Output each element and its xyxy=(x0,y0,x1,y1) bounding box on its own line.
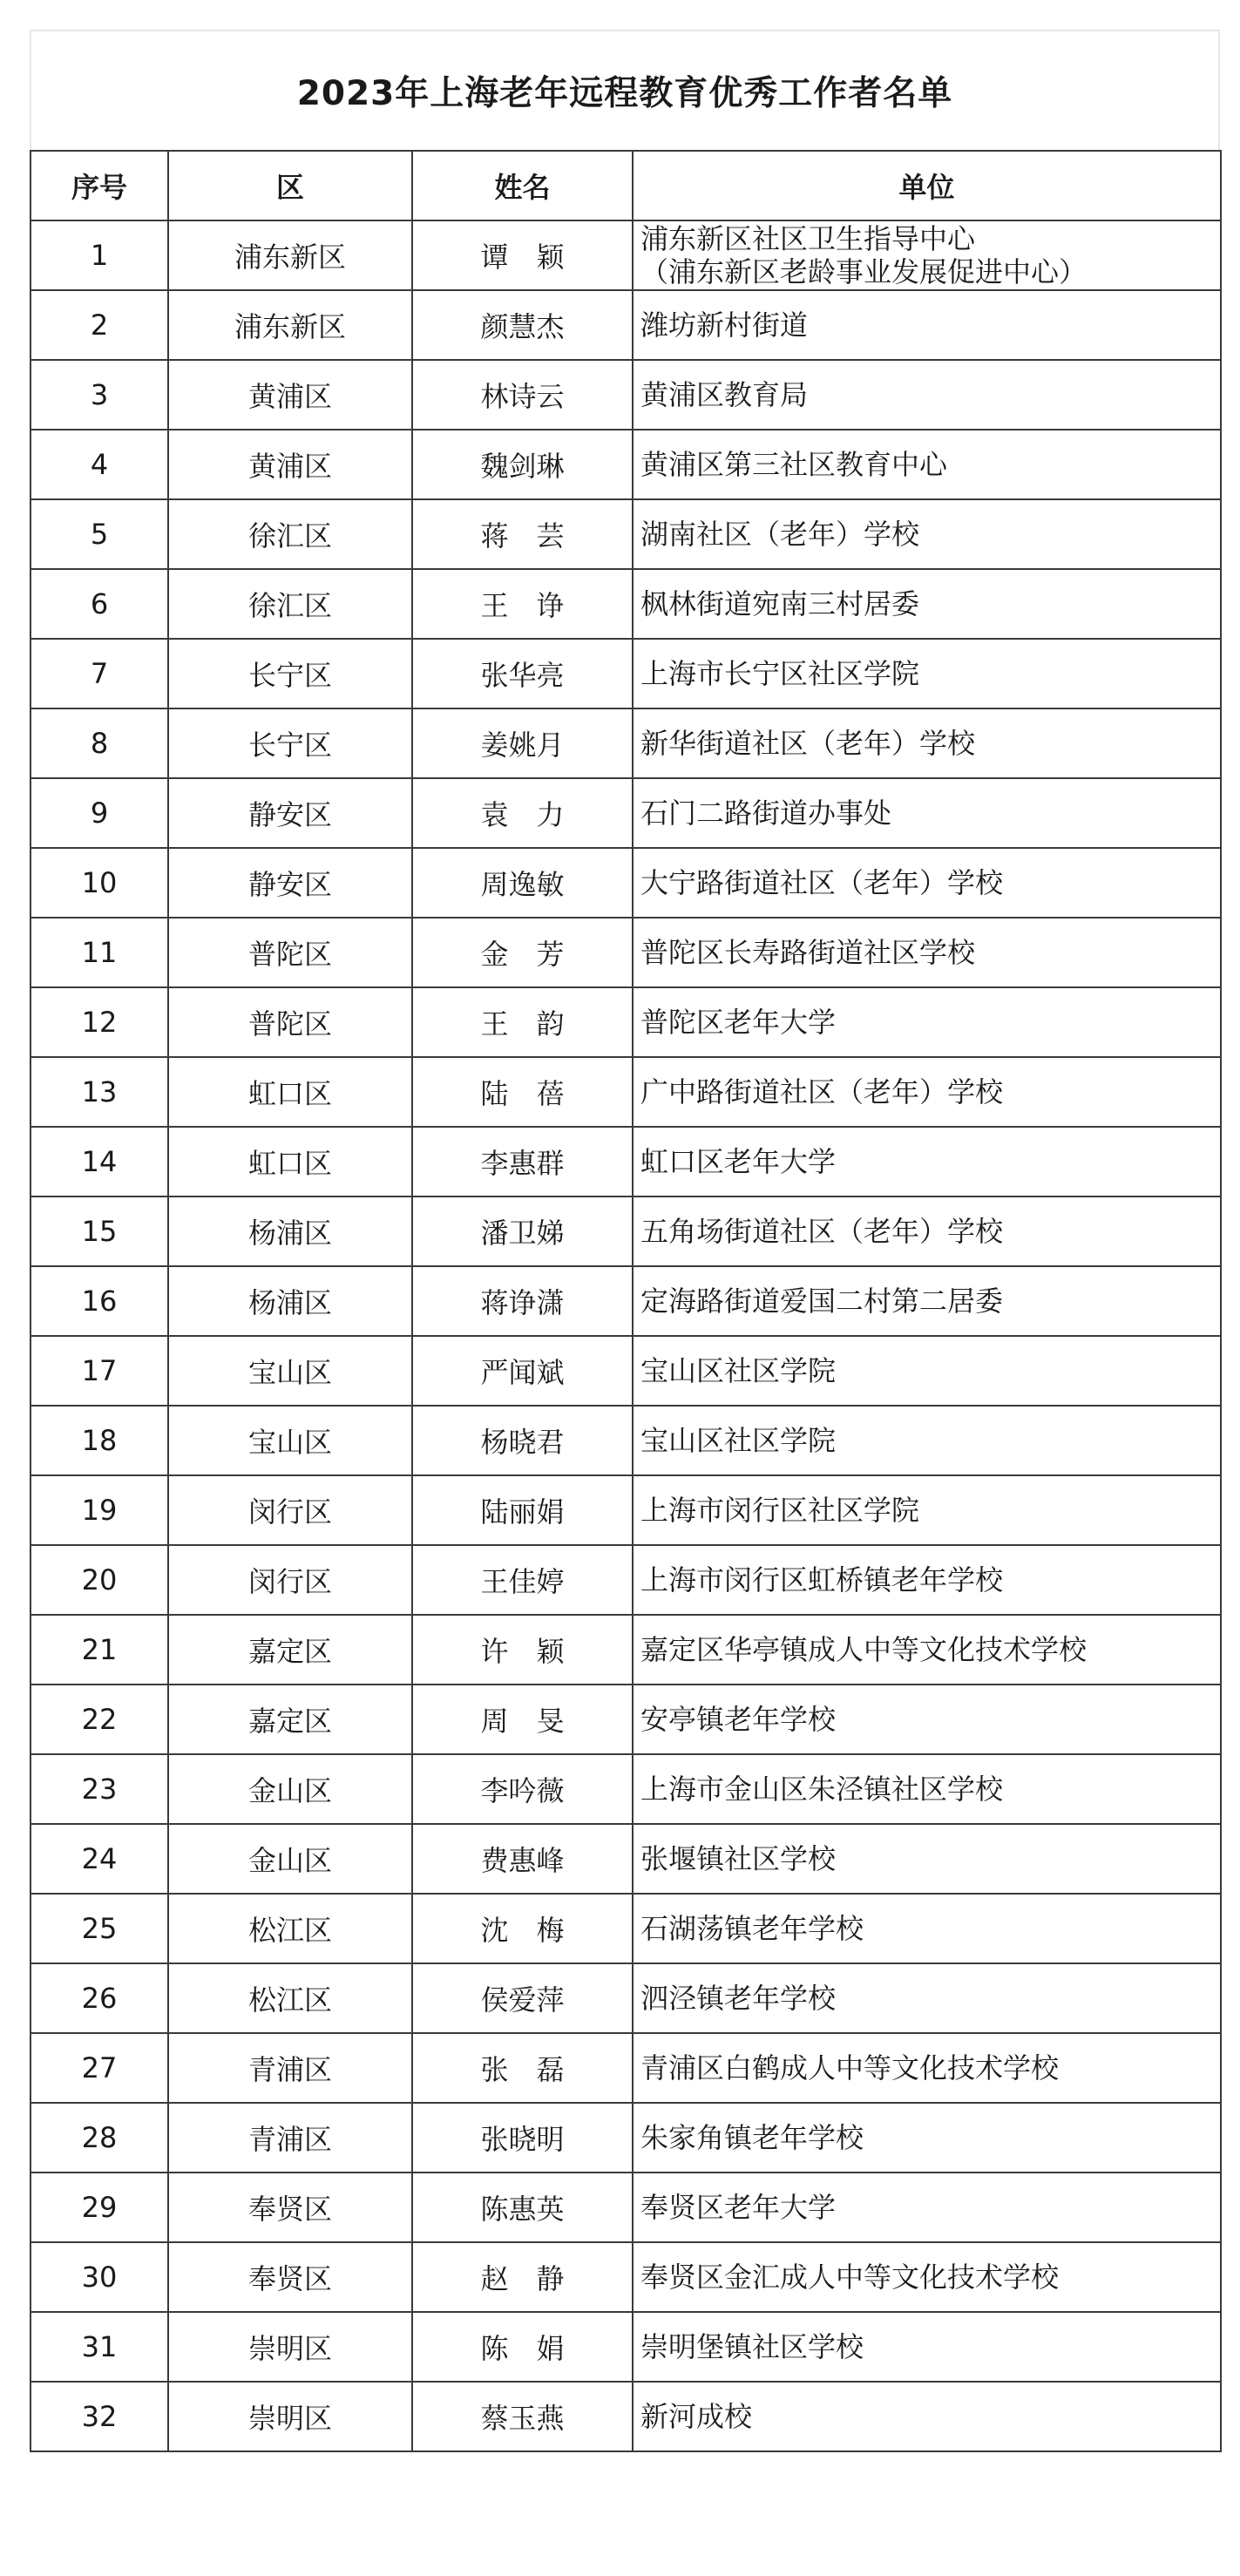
row-unit xyxy=(633,430,1221,499)
row-unit-line: 大宁路街道社区（老年）学校 xyxy=(640,866,1004,899)
row-unit xyxy=(633,639,1221,708)
row-seq: 30 xyxy=(30,2242,168,2312)
row-name: 杨晓君 xyxy=(412,1406,633,1475)
row-seq: 8 xyxy=(30,708,168,778)
row-name: 陈 娟 xyxy=(412,2312,633,2382)
row-unit xyxy=(633,1057,1221,1127)
row-unit-line: 泗泾镇老年学校 xyxy=(640,1982,837,2015)
row-seq: 19 xyxy=(30,1475,168,1545)
row-seq: 9 xyxy=(30,778,168,848)
row-district: 松江区 xyxy=(168,1894,412,1963)
row-seq: 13 xyxy=(30,1057,168,1127)
title-box xyxy=(30,30,1220,150)
row-unit-line: 五角场街道社区（老年）学校 xyxy=(640,1215,1004,1248)
row-seq: 18 xyxy=(30,1406,168,1475)
row-unit-line: （浦东新区老龄事业发展促进中心） xyxy=(640,255,1088,288)
row-unit-line: 张堰镇社区学校 xyxy=(640,1842,837,1875)
row-unit xyxy=(633,1127,1221,1196)
row-name: 林诗云 xyxy=(412,360,633,430)
row-unit xyxy=(633,360,1221,430)
row-name: 张晓明 xyxy=(412,2103,633,2173)
row-unit xyxy=(633,220,1221,290)
row-name: 李吟薇 xyxy=(412,1754,633,1824)
row-seq: 2 xyxy=(30,290,168,360)
table-row xyxy=(30,1545,1221,1615)
table-row xyxy=(30,2382,1221,2451)
row-seq: 29 xyxy=(30,2173,168,2242)
row-unit xyxy=(633,1406,1221,1475)
row-seq: 20 xyxy=(30,1545,168,1615)
row-name: 赵 静 xyxy=(412,2242,633,2312)
table-row xyxy=(30,918,1221,987)
row-name: 蒋 芸 xyxy=(412,499,633,569)
row-unit xyxy=(633,1963,1221,2033)
row-unit xyxy=(633,708,1221,778)
row-seq: 7 xyxy=(30,639,168,708)
row-unit xyxy=(633,499,1221,569)
row-district: 嘉定区 xyxy=(168,1615,412,1685)
row-name: 陆丽娟 xyxy=(412,1475,633,1545)
row-unit-line: 石湖荡镇老年学校 xyxy=(640,1912,864,1945)
row-seq: 32 xyxy=(30,2382,168,2451)
row-seq: 26 xyxy=(30,1963,168,2033)
row-seq: 11 xyxy=(30,918,168,987)
header-unit: 单位 xyxy=(633,151,1221,220)
table-row xyxy=(30,1894,1221,1963)
row-name: 金 芳 xyxy=(412,918,633,987)
table-row xyxy=(30,290,1221,360)
row-unit xyxy=(633,1475,1221,1545)
row-name: 侯爱萍 xyxy=(412,1963,633,2033)
row-unit-line: 黄浦区教育局 xyxy=(640,378,809,411)
table-row xyxy=(30,1266,1221,1336)
row-name: 周 旻 xyxy=(412,1685,633,1754)
table-row xyxy=(30,1196,1221,1266)
row-seq: 14 xyxy=(30,1127,168,1196)
row-name: 袁 力 xyxy=(412,778,633,848)
row-unit-line: 上海市闵行区社区学院 xyxy=(640,1494,920,1527)
row-unit xyxy=(633,778,1221,848)
table-row xyxy=(30,430,1221,499)
row-name: 陈惠英 xyxy=(412,2173,633,2242)
row-unit xyxy=(633,2103,1221,2173)
table-row xyxy=(30,778,1221,848)
row-name: 王 韵 xyxy=(412,987,633,1057)
row-unit-line: 石门二路街道办事处 xyxy=(640,797,892,830)
row-name: 王佳婷 xyxy=(412,1545,633,1615)
row-district: 闵行区 xyxy=(168,1475,412,1545)
table-row xyxy=(30,1963,1221,2033)
row-unit-line: 新河成校 xyxy=(640,2400,753,2433)
row-unit-line: 上海市长宁区社区学院 xyxy=(640,657,920,690)
row-unit xyxy=(633,2173,1221,2242)
row-seq: 25 xyxy=(30,1894,168,1963)
row-unit xyxy=(633,987,1221,1057)
row-district: 嘉定区 xyxy=(168,1685,412,1754)
row-district: 徐汇区 xyxy=(168,569,412,639)
table-row xyxy=(30,1754,1221,1824)
row-unit xyxy=(633,918,1221,987)
row-district: 静安区 xyxy=(168,848,412,918)
row-seq: 24 xyxy=(30,1824,168,1894)
table-row xyxy=(30,639,1221,708)
row-unit xyxy=(633,1615,1221,1685)
row-district: 普陀区 xyxy=(168,987,412,1057)
row-seq: 21 xyxy=(30,1615,168,1685)
table-row xyxy=(30,1475,1221,1545)
row-seq: 27 xyxy=(30,2033,168,2103)
row-district: 杨浦区 xyxy=(168,1266,412,1336)
row-unit xyxy=(633,290,1221,360)
row-unit xyxy=(633,1196,1221,1266)
row-unit-line: 上海市金山区朱泾镇社区学校 xyxy=(640,1773,1004,1806)
row-unit-line: 安亭镇老年学校 xyxy=(640,1703,837,1736)
row-name: 许 颖 xyxy=(412,1615,633,1685)
table-row xyxy=(30,1615,1221,1685)
row-unit xyxy=(633,1894,1221,1963)
row-name: 严闻斌 xyxy=(412,1336,633,1406)
row-district: 浦东新区 xyxy=(168,290,412,360)
row-district: 松江区 xyxy=(168,1963,412,2033)
page-title: 2023年上海老年远程教育优秀工作者名单 xyxy=(296,74,953,113)
row-unit xyxy=(633,1754,1221,1824)
roster-table xyxy=(30,150,1222,2452)
table-row xyxy=(30,848,1221,918)
row-district: 普陀区 xyxy=(168,918,412,987)
row-unit xyxy=(633,1336,1221,1406)
row-name: 颜慧杰 xyxy=(412,290,633,360)
row-district: 青浦区 xyxy=(168,2103,412,2173)
table-row xyxy=(30,987,1221,1057)
row-name: 蔡玉燕 xyxy=(412,2382,633,2451)
row-district: 杨浦区 xyxy=(168,1196,412,1266)
row-unit xyxy=(633,2242,1221,2312)
row-name: 魏剑琳 xyxy=(412,430,633,499)
row-district: 崇明区 xyxy=(168,2312,412,2382)
table-row xyxy=(30,2312,1221,2382)
row-seq: 23 xyxy=(30,1754,168,1824)
row-name: 张华亮 xyxy=(412,639,633,708)
row-unit-line: 广中路街道社区（老年）学校 xyxy=(640,1075,1004,1108)
row-unit-line: 宝山区社区学院 xyxy=(640,1424,837,1457)
table-row xyxy=(30,2242,1221,2312)
row-unit-line: 嘉定区华亭镇成人中等文化技术学校 xyxy=(640,1633,1088,1666)
row-name: 李惠群 xyxy=(412,1127,633,1196)
row-seq: 17 xyxy=(30,1336,168,1406)
table-row xyxy=(30,1685,1221,1754)
row-unit-line: 奉贤区金汇成人中等文化技术学校 xyxy=(640,2261,1060,2294)
row-district: 黄浦区 xyxy=(168,360,412,430)
table-row xyxy=(30,1406,1221,1475)
row-seq: 31 xyxy=(30,2312,168,2382)
row-name: 王 诤 xyxy=(412,569,633,639)
row-name: 陆 蓓 xyxy=(412,1057,633,1127)
row-district: 奉贤区 xyxy=(168,2173,412,2242)
row-unit-line: 朱家角镇老年学校 xyxy=(640,2121,864,2154)
row-name: 潘卫娣 xyxy=(412,1196,633,1266)
row-unit-line: 上海市闵行区虹桥镇老年学校 xyxy=(640,1563,1004,1596)
row-seq: 10 xyxy=(30,848,168,918)
row-name: 谭 颖 xyxy=(412,220,633,290)
row-district: 金山区 xyxy=(168,1824,412,1894)
row-unit xyxy=(633,1824,1221,1894)
row-district: 奉贤区 xyxy=(168,2242,412,2312)
row-district: 静安区 xyxy=(168,778,412,848)
row-seq: 28 xyxy=(30,2103,168,2173)
table-row xyxy=(30,1336,1221,1406)
row-unit-line: 浦东新区社区卫生指导中心 xyxy=(640,222,976,255)
row-unit xyxy=(633,1685,1221,1754)
row-unit xyxy=(633,1266,1221,1336)
row-district: 虹口区 xyxy=(168,1057,412,1127)
header-district: 区 xyxy=(168,151,412,220)
row-district: 虹口区 xyxy=(168,1127,412,1196)
row-seq: 15 xyxy=(30,1196,168,1266)
row-unit xyxy=(633,1545,1221,1615)
row-seq: 4 xyxy=(30,430,168,499)
table-row xyxy=(30,2033,1221,2103)
row-seq: 1 xyxy=(30,220,168,290)
row-seq: 6 xyxy=(30,569,168,639)
row-unit-line: 潍坊新村街道 xyxy=(640,308,809,342)
row-name: 沈 梅 xyxy=(412,1894,633,1963)
row-unit-line: 奉贤区老年大学 xyxy=(640,2191,837,2224)
row-district: 徐汇区 xyxy=(168,499,412,569)
row-seq: 22 xyxy=(30,1685,168,1754)
table-row xyxy=(30,499,1221,569)
row-name: 姜姚月 xyxy=(412,708,633,778)
row-district: 青浦区 xyxy=(168,2033,412,2103)
header-seq: 序号 xyxy=(30,151,168,220)
row-unit-line: 崇明堡镇社区学校 xyxy=(640,2330,864,2363)
row-district: 浦东新区 xyxy=(168,220,412,290)
row-unit xyxy=(633,848,1221,918)
row-unit-line: 枫林街道宛南三村居委 xyxy=(640,587,920,620)
row-district: 长宁区 xyxy=(168,639,412,708)
row-unit-line: 普陀区长寿路街道社区学校 xyxy=(640,936,976,969)
table-row xyxy=(30,2173,1221,2242)
row-unit-line: 新华街道社区（老年）学校 xyxy=(640,727,976,760)
row-unit-line: 定海路街道爱国二村第二居委 xyxy=(640,1285,1004,1318)
table-row xyxy=(30,2103,1221,2173)
table-row xyxy=(30,1824,1221,1894)
row-unit-line: 青浦区白鹤成人中等文化技术学校 xyxy=(640,2051,1060,2085)
row-seq: 16 xyxy=(30,1266,168,1336)
table-row xyxy=(30,220,1221,290)
row-name: 张 磊 xyxy=(412,2033,633,2103)
table-body xyxy=(30,220,1221,2451)
row-district: 宝山区 xyxy=(168,1336,412,1406)
row-seq: 5 xyxy=(30,499,168,569)
table-header-row xyxy=(30,151,1221,220)
row-unit xyxy=(633,569,1221,639)
row-district: 长宁区 xyxy=(168,708,412,778)
table-row xyxy=(30,360,1221,430)
row-unit xyxy=(633,2382,1221,2451)
row-district: 崇明区 xyxy=(168,2382,412,2451)
row-unit xyxy=(633,2033,1221,2103)
row-district: 黄浦区 xyxy=(168,430,412,499)
row-unit-line: 湖南社区（老年）学校 xyxy=(640,518,920,551)
row-district: 宝山区 xyxy=(168,1406,412,1475)
table-row xyxy=(30,569,1221,639)
row-unit xyxy=(633,2312,1221,2382)
table-row xyxy=(30,708,1221,778)
table-row xyxy=(30,1057,1221,1127)
header-name: 姓名 xyxy=(412,151,633,220)
row-seq: 12 xyxy=(30,987,168,1057)
table-row xyxy=(30,1127,1221,1196)
row-seq: 3 xyxy=(30,360,168,430)
row-unit-line: 虹口区老年大学 xyxy=(640,1145,837,1178)
row-unit-line: 普陀区老年大学 xyxy=(640,1006,837,1039)
row-district: 闵行区 xyxy=(168,1545,412,1615)
row-unit-line: 黄浦区第三社区教育中心 xyxy=(640,448,948,481)
row-name: 蒋诤潇 xyxy=(412,1266,633,1336)
row-unit-line: 宝山区社区学院 xyxy=(640,1354,837,1387)
row-name: 费惠峰 xyxy=(412,1824,633,1894)
row-district: 金山区 xyxy=(168,1754,412,1824)
row-name: 周逸敏 xyxy=(412,848,633,918)
